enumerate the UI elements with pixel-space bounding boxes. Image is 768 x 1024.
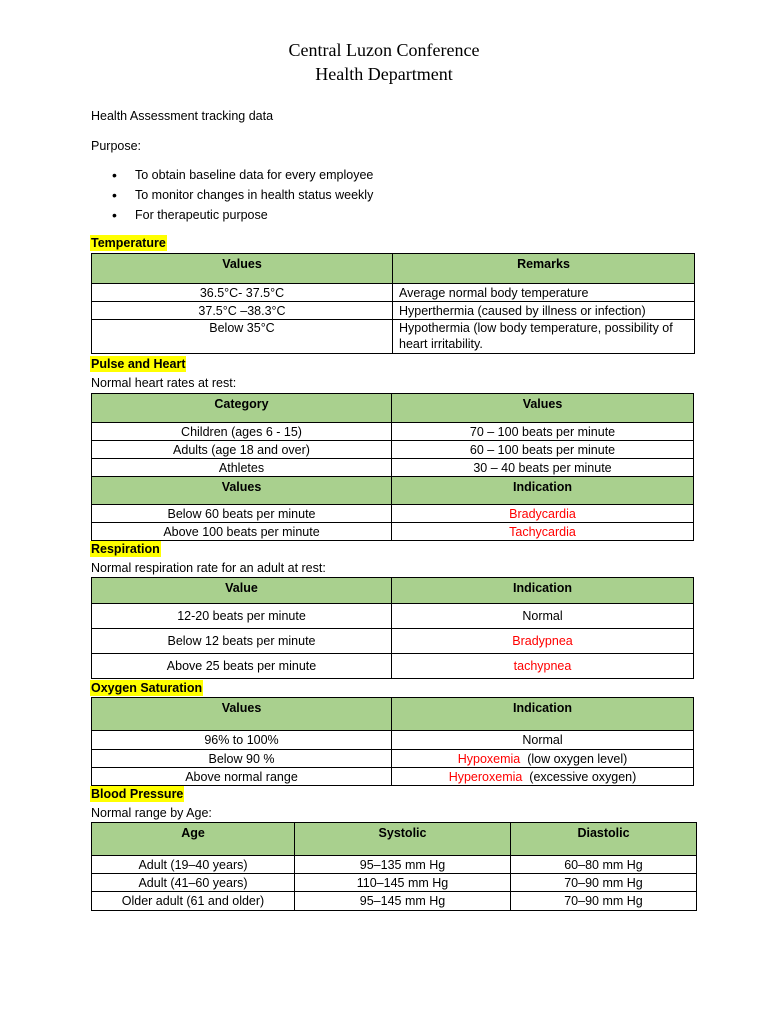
table-cell: 30 – 40 beats per minute <box>392 459 694 477</box>
purpose-label: Purpose: <box>91 139 142 153</box>
table-row <box>92 505 694 523</box>
table-row <box>92 731 694 750</box>
column-header: Indication <box>392 578 694 604</box>
table-row <box>92 750 694 768</box>
table-cell: Athletes <box>92 459 392 477</box>
table-cell: Above 100 beats per minute <box>92 523 392 541</box>
table-header-row <box>92 698 694 731</box>
table-cell: 36.5°C- 37.5°C <box>92 284 393 302</box>
table-cell: Tachycardia <box>392 523 694 541</box>
blood-pressure-table <box>91 822 697 911</box>
respiration-heading: Respiration <box>91 542 160 556</box>
table-row <box>92 892 697 911</box>
table-cell: 70–90 mm Hg <box>511 874 697 892</box>
temperature-heading: Temperature <box>91 236 166 250</box>
table-row <box>92 654 694 679</box>
table-cell: 95–145 mm Hg <box>295 892 511 911</box>
column-header: Remarks <box>393 254 695 284</box>
indication-note: (excessive oxygen) <box>529 769 637 784</box>
column-header: Diastolic <box>511 823 697 856</box>
table-cell: Below 60 beats per minute <box>92 505 392 523</box>
indication-term: Hypoxemia <box>457 751 521 766</box>
table-row <box>92 523 694 541</box>
table-cell: Hypothermia (low body temperature, possibility of heart irritability. <box>393 320 695 354</box>
table-header-row <box>92 254 695 284</box>
column-header: Values <box>92 698 392 731</box>
column-header: Values <box>392 394 694 423</box>
table-cell: Children (ages 6 - 15) <box>92 423 392 441</box>
table-cell: Below 90 % <box>92 750 392 768</box>
table-cell: 60–80 mm Hg <box>511 856 697 874</box>
table-cell: Below 12 beats per minute <box>92 629 392 654</box>
table-row <box>92 874 697 892</box>
table-cell: Above normal range <box>92 768 392 786</box>
column-header: Age <box>92 823 295 856</box>
respiration-subtitle: Normal respiration rate for an adult at rest: <box>91 561 326 575</box>
purpose-item: • For therapeutic purpose <box>108 206 373 226</box>
table-header-row <box>92 394 694 423</box>
table-row <box>92 604 694 629</box>
pulse-subtitle: Normal heart rates at rest: <box>91 376 237 390</box>
table-cell: Bradycardia <box>392 505 694 523</box>
pulse-heading: Pulse and Heart <box>91 357 186 371</box>
table-cell: Adult (19–40 years) <box>92 856 295 874</box>
heart-rate-table <box>91 393 694 541</box>
table-row <box>92 302 695 320</box>
column-header: Indication <box>392 477 694 505</box>
column-header: Values <box>92 254 393 284</box>
column-header: Systolic <box>295 823 511 856</box>
table-cell: 60 – 100 beats per minute <box>392 441 694 459</box>
table-header-row <box>92 578 694 604</box>
table-cell: Hyperthermia (caused by illness or infection) <box>393 302 695 320</box>
table-cell: 70–90 mm Hg <box>511 892 697 911</box>
table-cell: 110–145 mm Hg <box>295 874 511 892</box>
table-cell: Above 25 beats per minute <box>92 654 392 679</box>
table-cell <box>392 750 694 768</box>
table-cell: Bradypnea <box>392 629 694 654</box>
table-header-row <box>92 823 697 856</box>
column-header: Value <box>92 578 392 604</box>
purpose-item: • To obtain baseline data for every employee <box>108 166 373 186</box>
table-cell: 96% to 100% <box>92 731 392 750</box>
table-row <box>92 441 694 459</box>
table-cell: Below 35°C <box>92 320 393 354</box>
oxygen-table <box>91 697 694 786</box>
intro-heading: Health Assessment tracking data <box>91 109 274 123</box>
table-row <box>92 629 694 654</box>
indication-text: Normal <box>522 733 563 747</box>
column-header: Values <box>92 477 392 505</box>
table-cell: Normal <box>392 604 694 629</box>
temperature-table <box>91 253 695 354</box>
table-row <box>92 423 694 441</box>
table-row <box>92 459 694 477</box>
column-header: Indication <box>392 698 694 731</box>
table-cell: Adults (age 18 and over) <box>92 441 392 459</box>
table-cell: 95–135 mm Hg <box>295 856 511 874</box>
respiration-table <box>91 577 694 679</box>
table-row <box>92 856 697 874</box>
purpose-list <box>108 166 373 226</box>
column-header: Category <box>92 394 392 423</box>
table-cell <box>392 731 694 750</box>
document-subtitle: Health Department <box>315 64 453 84</box>
table-cell: tachypnea <box>392 654 694 679</box>
table-header-row <box>92 477 694 505</box>
table-row <box>92 320 695 354</box>
table-cell: Average normal body temperature <box>393 284 695 302</box>
oxygen-heading: Oxygen Saturation <box>91 681 203 695</box>
table-cell: Older adult (61 and older) <box>92 892 295 911</box>
table-cell: Adult (41–60 years) <box>92 874 295 892</box>
indication-term: Hyperoxemia <box>448 769 523 784</box>
blood-pressure-subtitle: Normal range by Age: <box>91 806 212 820</box>
table-row <box>92 768 694 786</box>
blood-pressure-heading: Blood Pressure <box>91 787 184 801</box>
table-cell: 37.5°C –38.3°C <box>92 302 393 320</box>
indication-note: (low oxygen level) <box>527 751 628 766</box>
table-cell <box>392 768 694 786</box>
table-cell: 70 – 100 beats per minute <box>392 423 694 441</box>
document-title: Central Luzon Conference <box>288 40 480 60</box>
table-row <box>92 284 695 302</box>
table-cell: 12-20 beats per minute <box>92 604 392 629</box>
purpose-item: • To monitor changes in health status weekly <box>108 186 373 206</box>
